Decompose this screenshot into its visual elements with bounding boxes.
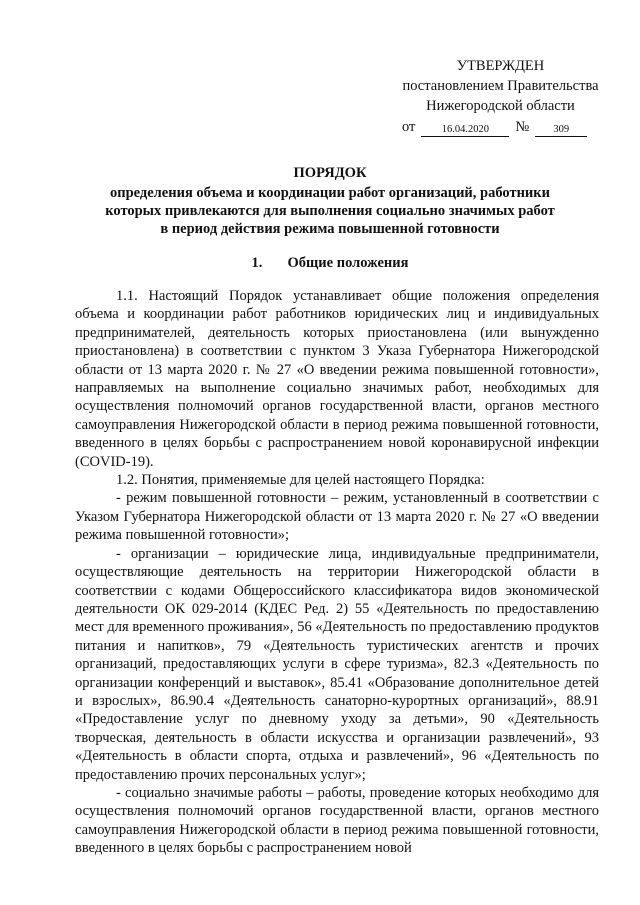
body-text [75, 287, 599, 858]
section-title: Общие положения [287, 255, 409, 271]
document-title [60, 164, 600, 238]
approval-title: УТВЕРЖДЕН [456, 58, 545, 74]
definition-organizations: - организации – юридические лица, индивидуальные предприниматели, осуществляющие деятельность на территории Нижегородской области в соответствии с кодами Общероссийского классификатора видов экономической деятельности ОК 029-2014 (КДЕС Ред. 2) 55 «Деятельность по предоставлению мест для временного проживания», 56 «Деятельность по предоставлению продуктов питания и напитков», 79 «Деятельность туристических агентств и прочих организаций, предоставляющих услуги в сфере туризма», 82.3 «Деятельность по организации конференций и выставок», 85.41 «Образование дополнительное детей и взрослых», 86.90.4 «Деятельность санаторно-курортных организаций», 88.91 «Предоставление услуг по дневному уходу за детьми», 90 «Деятельность творческая, деятельность в области искусства и организации развлечений», 93 «Деятельность в области спорта, отдыха и развлечений», 96 «Деятельность по предоставлению прочих персональных услуг»; [75, 545, 599, 783]
approval-date-line [402, 117, 623, 137]
approval-line-2: Нижегородской области [426, 98, 575, 114]
title-line-2: которых привлекаются для выполнения социально значимых работ [105, 203, 555, 219]
definition-regime: - режим повышенной готовности – режим, установленный в соответствии с Указом Губернатора Нижегородской области от 13 марта 2020 г. № 27 «О введении режима повышенной готовности»; [75, 490, 599, 544]
definition-social-works: - социально значимые работы – работы, проведение которых необходимо для осуществления полномочий органов государственной власти, органов местного самоуправления Нижегородской области в период режима повышенной готовности, введенного в целях борьбы с распространением новой [75, 784, 599, 857]
approval-date: 16.04.2020 [421, 124, 509, 137]
paragraph-1-2: 1.2. Понятия, применяемые для целей настоящего Порядка: [116, 472, 485, 489]
approval-stamp [378, 56, 623, 137]
approval-line-1: постановлением Правительства [402, 78, 599, 94]
title-main: ПОРЯДОК [293, 165, 367, 181]
number-label: № [515, 119, 530, 135]
title-line-3: в период действия режима повышенной готовности [160, 221, 500, 237]
section-number: 1. [251, 255, 263, 271]
section-heading [60, 254, 600, 272]
paragraph-1-1: 1.1. Настоящий Порядок устанавливает общие положения определения объема и координации работ работников юридических лиц и индивидуальных предпринимателей, деятельность которых приостановлена (или вынужденно приостановлена) в соответствии с пунктом 3 Указа Губернатора Нижегородской области от 13 марта 2020 г. № 27 «О введении режима повышенной готовности», направляемых на выполнение социально значимых работ, необходимых для осуществления полномочий органов государственной власти, органов местного самоуправления Нижегородской области в период режима повышенной готовности, введенного в целях борьбы с распространением новой коронавирусной инфекции (COVID-19). [75, 288, 599, 470]
approval-number: 309 [535, 124, 587, 137]
title-line-1: определения объема и координации работ организаций, работники [109, 185, 550, 201]
from-label: от [402, 119, 416, 135]
